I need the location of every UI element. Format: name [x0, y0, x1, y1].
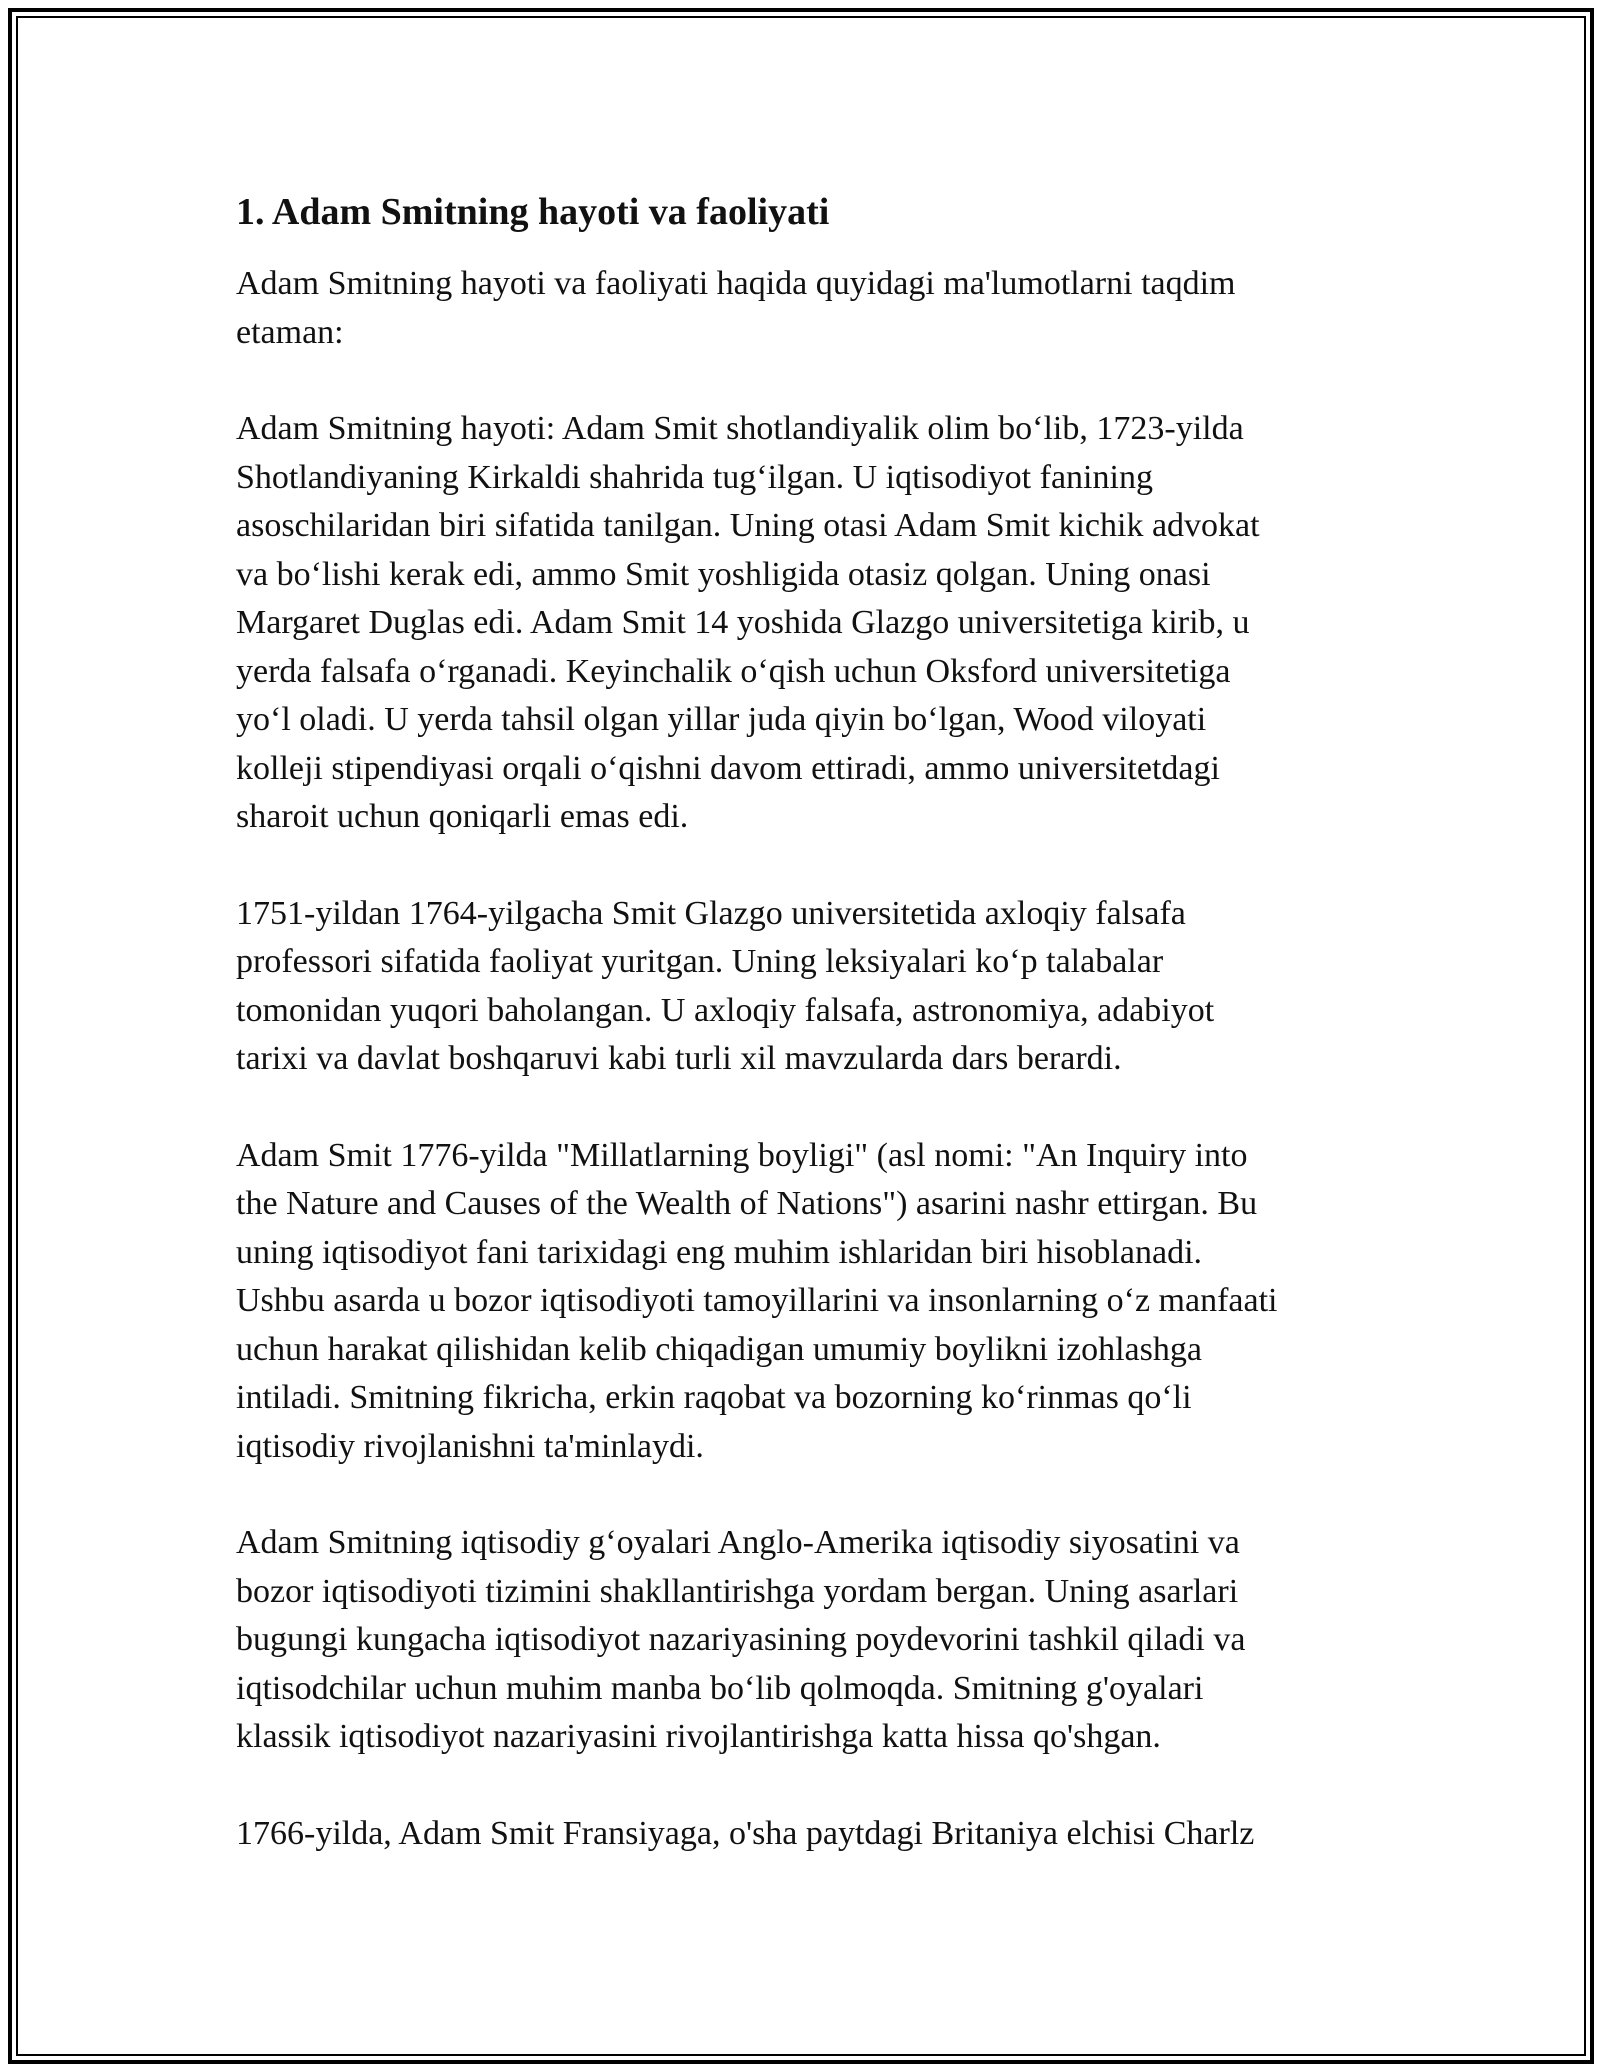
- text-line: Shotlandiyaning Kirkaldi shahrida tug‘ilgan. U iqtisodiyot fanining: [236, 458, 1153, 496]
- paragraph-life: [236, 405, 1386, 842]
- text-line: iqtisodiy rivojlanishni ta'minlaydi.: [236, 1427, 704, 1465]
- text-line: Adam Smit 1776-yilda "Millatlarning boyligi" (asl nomi: "An Inquiry into: [236, 1136, 1248, 1174]
- text-line: kolleji stipendiyasi orqali o‘qishni davom ettiradi, ammo universitetdagi: [236, 749, 1220, 787]
- paragraph-intro: [236, 260, 1386, 357]
- section-heading: 1. Adam Smitning hayoti va faoliyati: [236, 191, 830, 233]
- text-line: va bo‘lishi kerak edi, ammo Smit yoshligida otasiz qolgan. Uning onasi: [236, 555, 1211, 593]
- text-line: tarixi va davlat boshqaruvi kabi turli xil mavzularda dars berardi.: [236, 1040, 1122, 1077]
- document-body: [236, 188, 1386, 1906]
- text-line: Adam Smitning hayoti va faoliyati haqida quyidagi ma'lumotlarni taqdim: [236, 265, 1236, 302]
- text-line: klassik iqtisodiyot nazariyasini rivojlantirishga katta hissa qo'shgan.: [236, 1718, 1161, 1755]
- text-line: Margaret Duglas edi. Adam Smit 14 yoshida Glazgo universitetiga kirib, u: [236, 604, 1250, 641]
- text-line: yo‘l oladi. U yerda tahsil olgan yillar juda qiyin bo‘lgan, Wood viloyati: [236, 701, 1207, 738]
- text-line: bugungi kungacha iqtisodiyot nazariyasining poydevorini tashkil qiladi va: [236, 1621, 1246, 1658]
- text-line: iqtisodchilar uchun muhim manba bo‘lib qolmoqda. Smitning g'oyalari: [236, 1669, 1204, 1707]
- paragraph-france: [236, 1810, 1386, 1859]
- text-line: yerda falsafa o‘rganadi. Keyinchalik o‘qish uchun Oksford universitetiga: [236, 652, 1231, 690]
- paragraph-wealth-of-nations: [236, 1132, 1386, 1472]
- text-line: uning iqtisodiyot fani tarixidagi eng muhim ishlaridan biri hisoblanadi.: [236, 1233, 1203, 1271]
- text-line: uchun harakat qilishidan kelib chiqadigan umumiy boylikni izohlashga: [236, 1330, 1202, 1368]
- text-line: intiladi. Smitning fikricha, erkin raqobat va bozorning ko‘rinmas qo‘li: [236, 1379, 1192, 1416]
- text-line: the Nature and Causes of the Wealth of Nations") asarini nashr ettirgan. Bu: [236, 1185, 1258, 1222]
- text-line: tomonidan yuqori baholangan. U axloqiy falsafa, astronomiya, adabiyot: [236, 991, 1215, 1029]
- text-line: professori sifatida faoliyat yuritgan. Uning leksiyalari ko‘p talabalar: [236, 943, 1164, 980]
- text-line: 1751-yildan 1764-yilgacha Smit Glazgo universitetida axloqiy falsafa: [236, 894, 1186, 932]
- text-line: asoschilaridan biri sifatida tanilgan. Uning otasi Adam Smit kichik advokat: [236, 507, 1260, 544]
- text-line: bozor iqtisodiyoti tizimini shakllantirishga yordam bergan. Uning asarlari: [236, 1572, 1239, 1610]
- text-line: Adam Smitning iqtisodiy g‘oyalari Anglo-Amerika iqtisodiy siyosatini va: [236, 1524, 1240, 1561]
- text-line: Ushbu asarda u bozor iqtisodiyoti tamoyillarini va insonlarning o‘z manfaati: [236, 1282, 1278, 1319]
- text-line: 1766-yilda, Adam Smit Fransiyaga, o'sha paytdagi Britaniya elchisi Charlz: [236, 1814, 1255, 1852]
- text-line: Adam Smitning hayoti: Adam Smit shotlandiyalik olim bo‘lib, 1723-yilda: [236, 410, 1244, 447]
- paragraph-professorship: [236, 890, 1386, 1084]
- paragraph-economic-ideas: [236, 1519, 1386, 1762]
- text-line: sharoit uchun qoniqarli emas edi.: [236, 798, 689, 835]
- text-line: etaman:: [236, 313, 344, 351]
